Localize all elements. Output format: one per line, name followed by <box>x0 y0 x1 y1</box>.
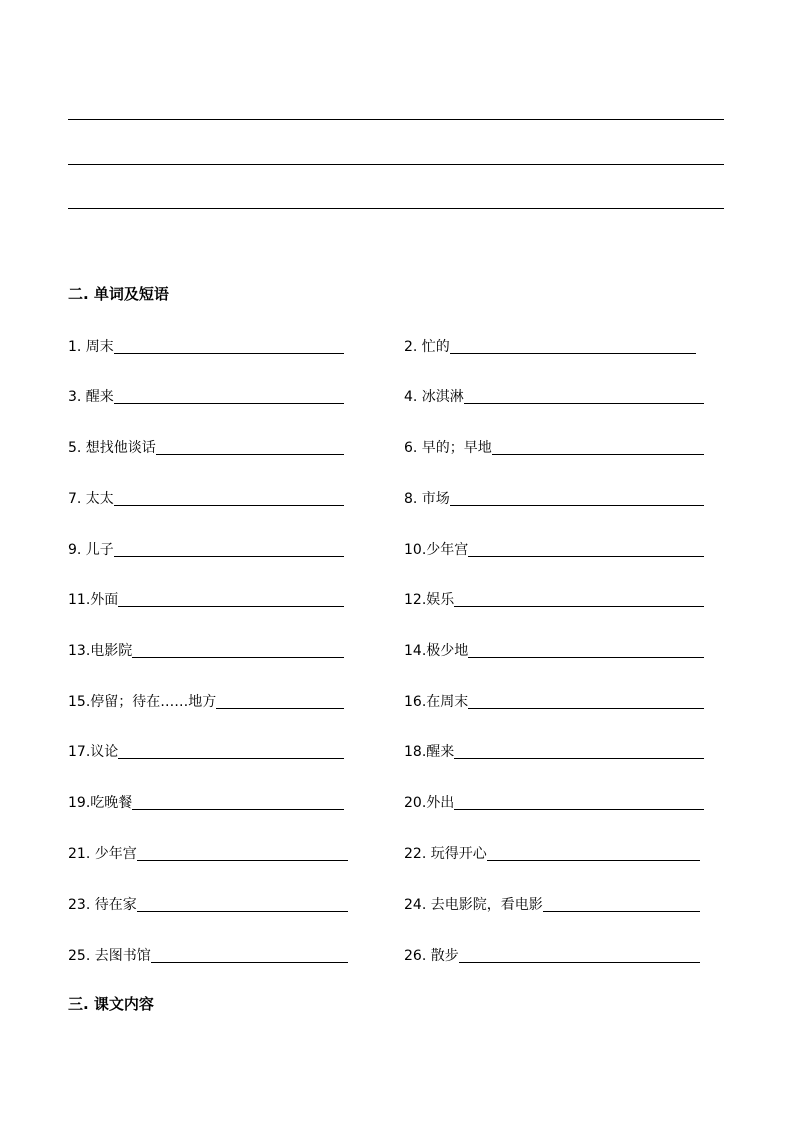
answer-blank[interactable] <box>114 387 344 404</box>
vocab-item <box>404 384 704 406</box>
vocab-label: 3. 醒来 <box>68 389 114 405</box>
vocab-label: 21. 少年宫 <box>68 846 137 862</box>
answer-blank[interactable] <box>137 895 348 912</box>
vocab-item <box>404 689 704 711</box>
vocab-item <box>68 892 348 914</box>
vocab-item <box>68 334 344 356</box>
answer-blank[interactable] <box>132 641 344 658</box>
vocab-item <box>404 587 704 609</box>
vocab-item <box>68 943 348 965</box>
answer-blank[interactable] <box>464 387 704 404</box>
vocab-item <box>404 739 704 761</box>
answer-blank[interactable] <box>459 946 700 963</box>
vocab-item <box>68 739 344 761</box>
vocab-label: 9. 儿子 <box>68 542 114 558</box>
answer-blank[interactable] <box>454 793 704 810</box>
vocab-item <box>68 384 344 406</box>
vocab-item <box>404 486 704 508</box>
vocab-item <box>68 689 344 711</box>
answer-blank[interactable] <box>156 438 344 455</box>
vocab-label: 19.吃晚餐 <box>68 795 133 811</box>
vocab-label: 22. 玩得开心 <box>404 846 487 862</box>
vocab-label: 25. 去图书馆 <box>68 948 151 964</box>
vocab-label: 20.外出 <box>404 795 455 811</box>
vocab-item <box>404 638 704 660</box>
vocab-item <box>404 841 700 863</box>
answer-blank[interactable] <box>216 692 344 709</box>
vocab-label: 15.停留；待在……地方 <box>68 694 217 710</box>
vocab-item <box>68 841 348 863</box>
answer-blank[interactable] <box>114 337 344 354</box>
answer-blank[interactable] <box>114 489 344 506</box>
vocab-label: 17.议论 <box>68 744 119 760</box>
answer-blank[interactable] <box>468 540 704 557</box>
section-heading-vocabulary: 二. 单词及短语 <box>68 285 169 303</box>
vocab-label: 4. 冰淇淋 <box>404 389 464 405</box>
answer-blank[interactable] <box>137 844 348 861</box>
vocab-item <box>68 486 344 508</box>
vocab-label: 16.在周末 <box>404 694 469 710</box>
vocab-label: 24. 去电影院，看电影 <box>404 897 543 913</box>
vocab-label: 8. 市场 <box>404 491 450 507</box>
answer-blank[interactable] <box>468 641 704 658</box>
vocab-item <box>404 790 704 812</box>
answer-blank[interactable] <box>492 438 704 455</box>
vocab-item <box>404 892 700 914</box>
vocab-item <box>68 638 344 660</box>
vocab-item <box>404 334 696 356</box>
vocab-item <box>68 537 344 559</box>
vocab-label: 11.外面 <box>68 592 119 608</box>
vocab-item <box>404 435 704 457</box>
vocab-label: 5. 想找他谈话 <box>68 440 156 456</box>
vocab-label: 26. 散步 <box>404 948 459 964</box>
vocab-item <box>68 435 344 457</box>
answer-blank[interactable] <box>151 946 348 963</box>
answer-blank[interactable] <box>450 489 704 506</box>
vocab-item <box>404 537 704 559</box>
vocab-label: 14.极少地 <box>404 643 469 659</box>
section-heading-text-content: 三. 课文内容 <box>68 995 154 1013</box>
writing-line <box>68 119 724 120</box>
answer-blank[interactable] <box>118 590 344 607</box>
vocab-label: 7. 太太 <box>68 491 114 507</box>
vocab-label: 6. 早的；早地 <box>404 440 492 456</box>
writing-line <box>68 208 724 209</box>
answer-blank[interactable] <box>543 895 700 912</box>
answer-blank[interactable] <box>132 793 344 810</box>
vocab-item <box>404 943 700 965</box>
vocab-label: 18.醒来 <box>404 744 455 760</box>
writing-line <box>68 164 724 165</box>
answer-blank[interactable] <box>454 742 704 759</box>
vocab-label: 10.少年宫 <box>404 542 469 558</box>
vocab-item <box>68 790 344 812</box>
vocab-label: 23. 待在家 <box>68 897 137 913</box>
answer-blank[interactable] <box>118 742 344 759</box>
answer-blank[interactable] <box>450 337 696 354</box>
vocab-label: 1. 周末 <box>68 339 114 355</box>
vocab-label: 12.娱乐 <box>404 592 455 608</box>
answer-blank[interactable] <box>487 844 700 861</box>
answer-blank[interactable] <box>114 540 344 557</box>
vocab-label: 2. 忙的 <box>404 339 450 355</box>
vocab-item <box>68 587 344 609</box>
answer-blank[interactable] <box>454 590 704 607</box>
vocab-label: 13.电影院 <box>68 643 133 659</box>
answer-blank[interactable] <box>468 692 704 709</box>
